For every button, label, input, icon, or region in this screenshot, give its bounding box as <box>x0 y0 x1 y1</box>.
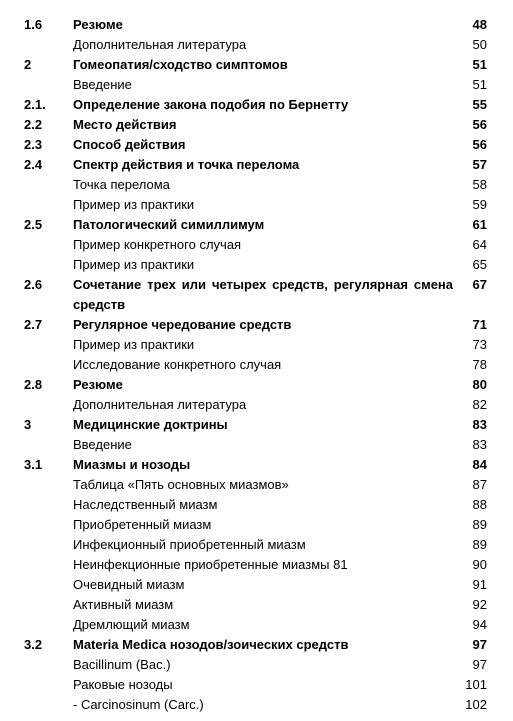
toc-entry-title: Materia Medica нозодов/зоических средств <box>73 637 349 652</box>
toc-section-row <box>0 315 513 335</box>
toc-page-number: 56 <box>472 117 487 132</box>
toc-page-number: 92 <box>472 597 487 612</box>
toc-subentry-row <box>0 535 513 555</box>
toc-subentry-row <box>0 515 513 535</box>
toc-entry-title: Bacillinum (Bac.) <box>73 657 171 672</box>
toc-entry-title: Медицинские доктрины <box>73 417 228 432</box>
toc-page-number: 89 <box>472 537 487 552</box>
toc-entry-title: Пример из практики <box>73 337 195 352</box>
toc-subentry-row <box>0 475 513 495</box>
toc-page-number: 89 <box>472 517 487 532</box>
toc-section-number: 3 <box>24 417 32 432</box>
toc-entry-title: Определение закона подобия по Бернетту <box>73 97 349 112</box>
toc-entry-title: Введение <box>73 77 132 92</box>
toc-entry-title: Миазмы и нозоды <box>73 457 191 472</box>
toc-page-number: 97 <box>472 637 487 652</box>
toc-section-row <box>0 55 513 75</box>
toc-entry-title: Дополнительная литература <box>73 37 247 52</box>
toc-section-row <box>0 375 513 395</box>
toc-subentry-row <box>0 435 513 455</box>
toc-entry-title: Исследование конкретного случая <box>73 357 282 372</box>
toc-entry-title: Раковые нозоды <box>73 677 173 692</box>
toc-entry-title: - Carcinosinum (Carc.) <box>73 697 204 712</box>
toc-page-number: 61 <box>472 217 487 232</box>
toc-page-number: 73 <box>472 337 487 352</box>
toc-section-number: 3.1 <box>24 457 43 472</box>
toc-entry-title: Резюме <box>73 377 123 392</box>
toc-entry-title: Неинфекционные приобретенные миазмы 81 <box>73 557 348 572</box>
toc-section-number: 3.2 <box>24 637 43 652</box>
toc-section-row <box>0 155 513 175</box>
table-of-contents <box>0 15 513 715</box>
toc-page-number: 71 <box>472 317 487 332</box>
toc-entry-title: Сочетание трех или четырех средств, регулярная смена средств <box>73 277 453 312</box>
toc-section-number: 2.5 <box>24 217 43 232</box>
toc-subentry-row <box>0 595 513 615</box>
toc-subentry-row <box>0 655 513 675</box>
toc-page-number: 82 <box>472 397 487 412</box>
toc-entry-title: Таблица «Пять основных миазмов» <box>73 477 289 492</box>
toc-section-number: 2.7 <box>24 317 43 332</box>
toc-entry-title: Спектр действия и точка перелома <box>73 157 300 172</box>
toc-section-row <box>0 275 513 315</box>
toc-page-number: 64 <box>472 237 487 252</box>
toc-page-number: 59 <box>472 197 487 212</box>
toc-page-number: 80 <box>472 377 487 392</box>
toc-page-number: 91 <box>472 577 487 592</box>
toc-entry-title: Место действия <box>73 117 177 132</box>
toc-page-number: 51 <box>472 57 487 72</box>
toc-section-number: 2 <box>24 57 32 72</box>
toc-section-row <box>0 415 513 435</box>
toc-page-number: 88 <box>472 497 487 512</box>
toc-section-row <box>0 215 513 235</box>
toc-entry-title: Очевидный миазм <box>73 577 185 592</box>
toc-page-number: 97 <box>472 657 487 672</box>
toc-section-row <box>0 15 513 35</box>
toc-page-number: 78 <box>472 357 487 372</box>
toc-subentry-row <box>0 555 513 575</box>
toc-page-number: 101 <box>465 677 487 692</box>
toc-page-number: 83 <box>472 417 487 432</box>
toc-subentry-row <box>0 175 513 195</box>
toc-section-number: 2.8 <box>24 377 43 392</box>
toc-page-number: 102 <box>465 697 487 712</box>
toc-subentry-row <box>0 615 513 635</box>
toc-section-number: 1.6 <box>24 17 43 32</box>
toc-page-number: 58 <box>472 177 487 192</box>
toc-subentry-row <box>0 395 513 415</box>
toc-entry-title: Резюме <box>73 17 123 32</box>
toc-entry-title: Активный миазм <box>73 597 174 612</box>
toc-section-number: 2.1. <box>24 97 46 112</box>
toc-entry-title: Регулярное чередование средств <box>73 317 292 332</box>
toc-section-number: 2.4 <box>24 157 43 172</box>
toc-subentry-row <box>0 235 513 255</box>
toc-entry-title: Наследственный миазм <box>73 497 218 512</box>
toc-subentry-row <box>0 695 513 715</box>
toc-subentry-row <box>0 495 513 515</box>
toc-page-number: 84 <box>472 457 487 472</box>
toc-entry-title: Приобретенный миазм <box>73 517 212 532</box>
toc-entry-title: Пример из практики <box>73 257 195 272</box>
toc-page-number: 87 <box>472 477 487 492</box>
toc-page-number: 94 <box>472 617 487 632</box>
toc-subentry-row <box>0 355 513 375</box>
toc-subentry-row <box>0 255 513 275</box>
toc-section-row <box>0 95 513 115</box>
toc-page-number: 83 <box>472 437 487 452</box>
toc-page-number: 90 <box>472 557 487 572</box>
toc-subentry-row <box>0 75 513 95</box>
toc-entry-title: Пример из практики <box>73 197 195 212</box>
toc-page-number: 65 <box>472 257 487 272</box>
toc-subentry-row <box>0 335 513 355</box>
toc-subentry-row <box>0 35 513 55</box>
toc-entry-title: Дремлющий миазм <box>73 617 190 632</box>
toc-subentry-row <box>0 675 513 695</box>
toc-subentry-row <box>0 575 513 595</box>
toc-entry-title: Дополнительная литература <box>73 397 247 412</box>
toc-section-number: 2.6 <box>24 277 43 292</box>
toc-page-number: 55 <box>472 97 487 112</box>
toc-entry-title: Патологический симиллимум <box>73 217 265 232</box>
toc-section-number: 2.2 <box>24 117 43 132</box>
toc-subentry-row <box>0 195 513 215</box>
toc-entry-title: Инфекционный приобретенный миазм <box>73 537 306 552</box>
toc-page-number: 67 <box>472 277 487 292</box>
toc-page-number: 51 <box>472 77 487 92</box>
toc-entry-title: Гомеопатия/сходство симптомов <box>73 57 288 72</box>
toc-section-row <box>0 135 513 155</box>
toc-page-number: 56 <box>472 137 487 152</box>
toc-entry-title: Способ действия <box>73 137 186 152</box>
toc-section-row <box>0 115 513 135</box>
toc-section-row <box>0 635 513 655</box>
toc-page-number: 50 <box>472 37 487 52</box>
toc-entry-title: Точка перелома <box>73 177 170 192</box>
toc-page-number: 57 <box>472 157 487 172</box>
toc-page-number: 48 <box>472 17 487 32</box>
toc-entry-title: Введение <box>73 437 132 452</box>
toc-section-number: 2.3 <box>24 137 43 152</box>
toc-entry-title: Пример конкретного случая <box>73 237 242 252</box>
toc-section-row <box>0 455 513 475</box>
